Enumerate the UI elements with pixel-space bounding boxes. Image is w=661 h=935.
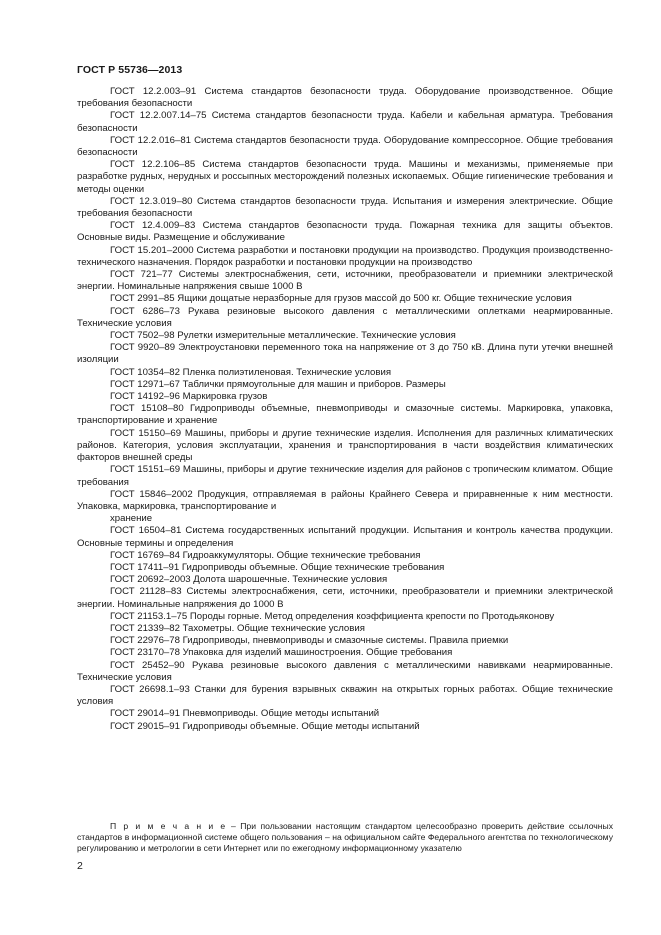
reference-item: ГОСТ 12.2.016–81 Система стандартов безопасности труда. Оборудование компрессорное. Общие требования безопасности [77,134,613,159]
reference-item: ГОСТ 26698.1–93 Станки для бурения взрывных скважин на открытых горных работах. Общие технические условия [77,683,613,708]
page-header: ГОСТ Р 55736—2013 [77,64,183,76]
reference-item: ГОСТ 16504–81 Система государственных испытаний продукции. Испытания и контроль качества продукции. Основные термины и определения [77,525,613,549]
reference-item: ГОСТ 15108–80 Гидроприводы объемные, пневмоприводы и смазочные системы. Маркировка, упаковка, транспортирование и хранение [77,403,613,427]
reference-item: ГОСТ 15151–69 Машины, приборы и другие технические изделия для районов с тропическим климатом. Общие требования [77,464,613,488]
reference-item: ГОСТ 20692–2003 Долота шарошечные. Технические условия [110,574,388,586]
reference-item: ГОСТ 6286–73 Рукава резиновые высокого давления с металлическими оплетками неармированные. Технические условия [77,305,613,329]
reference-item: хранение [110,513,153,525]
note-block [77,821,613,855]
reference-item: ГОСТ 7502–98 Рулетки измерительные металлические. Технические условия [110,330,456,342]
reference-item: ГОСТ 15.201–2000 Система разработки и постановки продукции на производство. Продукция производственно-технического назначения. Порядок разработки и постановки продукции на производство [77,244,613,268]
reference-item: ГОСТ 10354–82 Пленка полиэтиленовая. Технические условия [110,366,392,378]
reference-item: ГОСТ 29014–91 Пневмоприводы. Общие методы испытаний [110,708,380,720]
reference-item: ГОСТ 12.4.009–83 Система стандартов безопасности труда. Пожарная техника для защиты объектов. Основные виды. Размещение и обслуживание [77,220,613,244]
reference-item: ГОСТ 12.2.003–91 Система стандартов безопасности труда. Оборудование производственное. Общие требования безопасности [77,86,613,110]
reference-item: ГОСТ 17411–91 Гидроприводы объемные. Общие технические требования [110,561,445,573]
reference-item: ГОСТ 12.3.019–80 Система стандартов безопасности труда. Испытания и измерения электрические. Общие требования безопасности [77,195,613,220]
page-number: 2 [77,860,83,872]
reference-item: ГОСТ 12.2.007.14–75 Система стандартов безопасности труда. Кабели и кабельная арматура. Требования безопасности [77,110,613,134]
reference-item: ГОСТ 14192–96 Маркировка грузов [110,391,268,403]
reference-list [77,86,613,733]
reference-item: ГОСТ 2991–85 Ящики дощатые неразборные для грузов массой до 500 кг. Общие технические условия [110,293,572,305]
note-text: – При пользовании настоящим стандартом целесообразно проверить действие ссылочных стандартов в информационной системе общего пользования – на официальном сайте Федерального агентства по технологическому регулированию и метрологии в сети Интернет или по ежегодному информационному указателю [77,821,613,854]
reference-item: ГОСТ 721–77 Системы электроснабжения, сети, источники, преобразователи и приемники электрической энергии. Номинальные напряжения свыше 1000 В [77,269,613,293]
note-label: П р и м е ч а н и е [110,821,227,831]
reference-item: ГОСТ 12.2.106–85 Система стандартов безопасности труда. Машины и механизмы, применяемые при разработке рудных, нерудных и россыпных месторождений полезных ископаемых. Общие гигиенические требования и методы оценки [77,159,613,195]
reference-item: ГОСТ 21339–82 Тахометры. Общие технические условия [110,622,365,634]
reference-item: ГОСТ 12971–67 Таблички прямоугольные для машин и приборов. Размеры [110,378,446,390]
reference-item: ГОСТ 23170–78 Упаковка для изделий машиностроения. Общие требования [110,647,453,659]
reference-item: ГОСТ 9920–89 Электроустановки переменного тока на напряжение от 3 до 750 кВ. Длина пути утечки внешней изоляции [77,342,613,366]
reference-item: ГОСТ 25452–90 Рукава резиновые высокого давления с металлическими навивками неармированные. Технические условия [77,659,613,683]
reference-item: ГОСТ 29015–91 Гидроприводы объемные. Общие методы испытаний [110,720,420,732]
reference-item: ГОСТ 15846–2002 Продукция, отправляемая в районы Крайнего Севера и приравненные к ним местности. Упаковка, маркировка, транспортирование и [77,488,613,512]
reference-item: ГОСТ 16769–84 Гидроаккумуляторы. Общие технические требования [110,549,421,561]
reference-item: ГОСТ 22976–78 Гидроприводы, пневмоприводы и смазочные системы. Правила приемки [110,635,509,647]
reference-item: ГОСТ 15150–69 Машины, приборы и другие технические изделия. Исполнения для различных климатических районов. Категория, условия эксплуатации, хранения и транспортирования в части воздействия климатических факторов внешней среды [77,427,613,464]
reference-item: ГОСТ 21153.1–75 Породы горные. Метод определения коэффициента крепости по Протодьяконову [110,610,555,622]
reference-item: ГОСТ 21128–83 Системы электроснабжения, сети, источники, преобразователи и приемники электрической энергии. Номинальные напряжения до 1000 В [77,586,613,610]
